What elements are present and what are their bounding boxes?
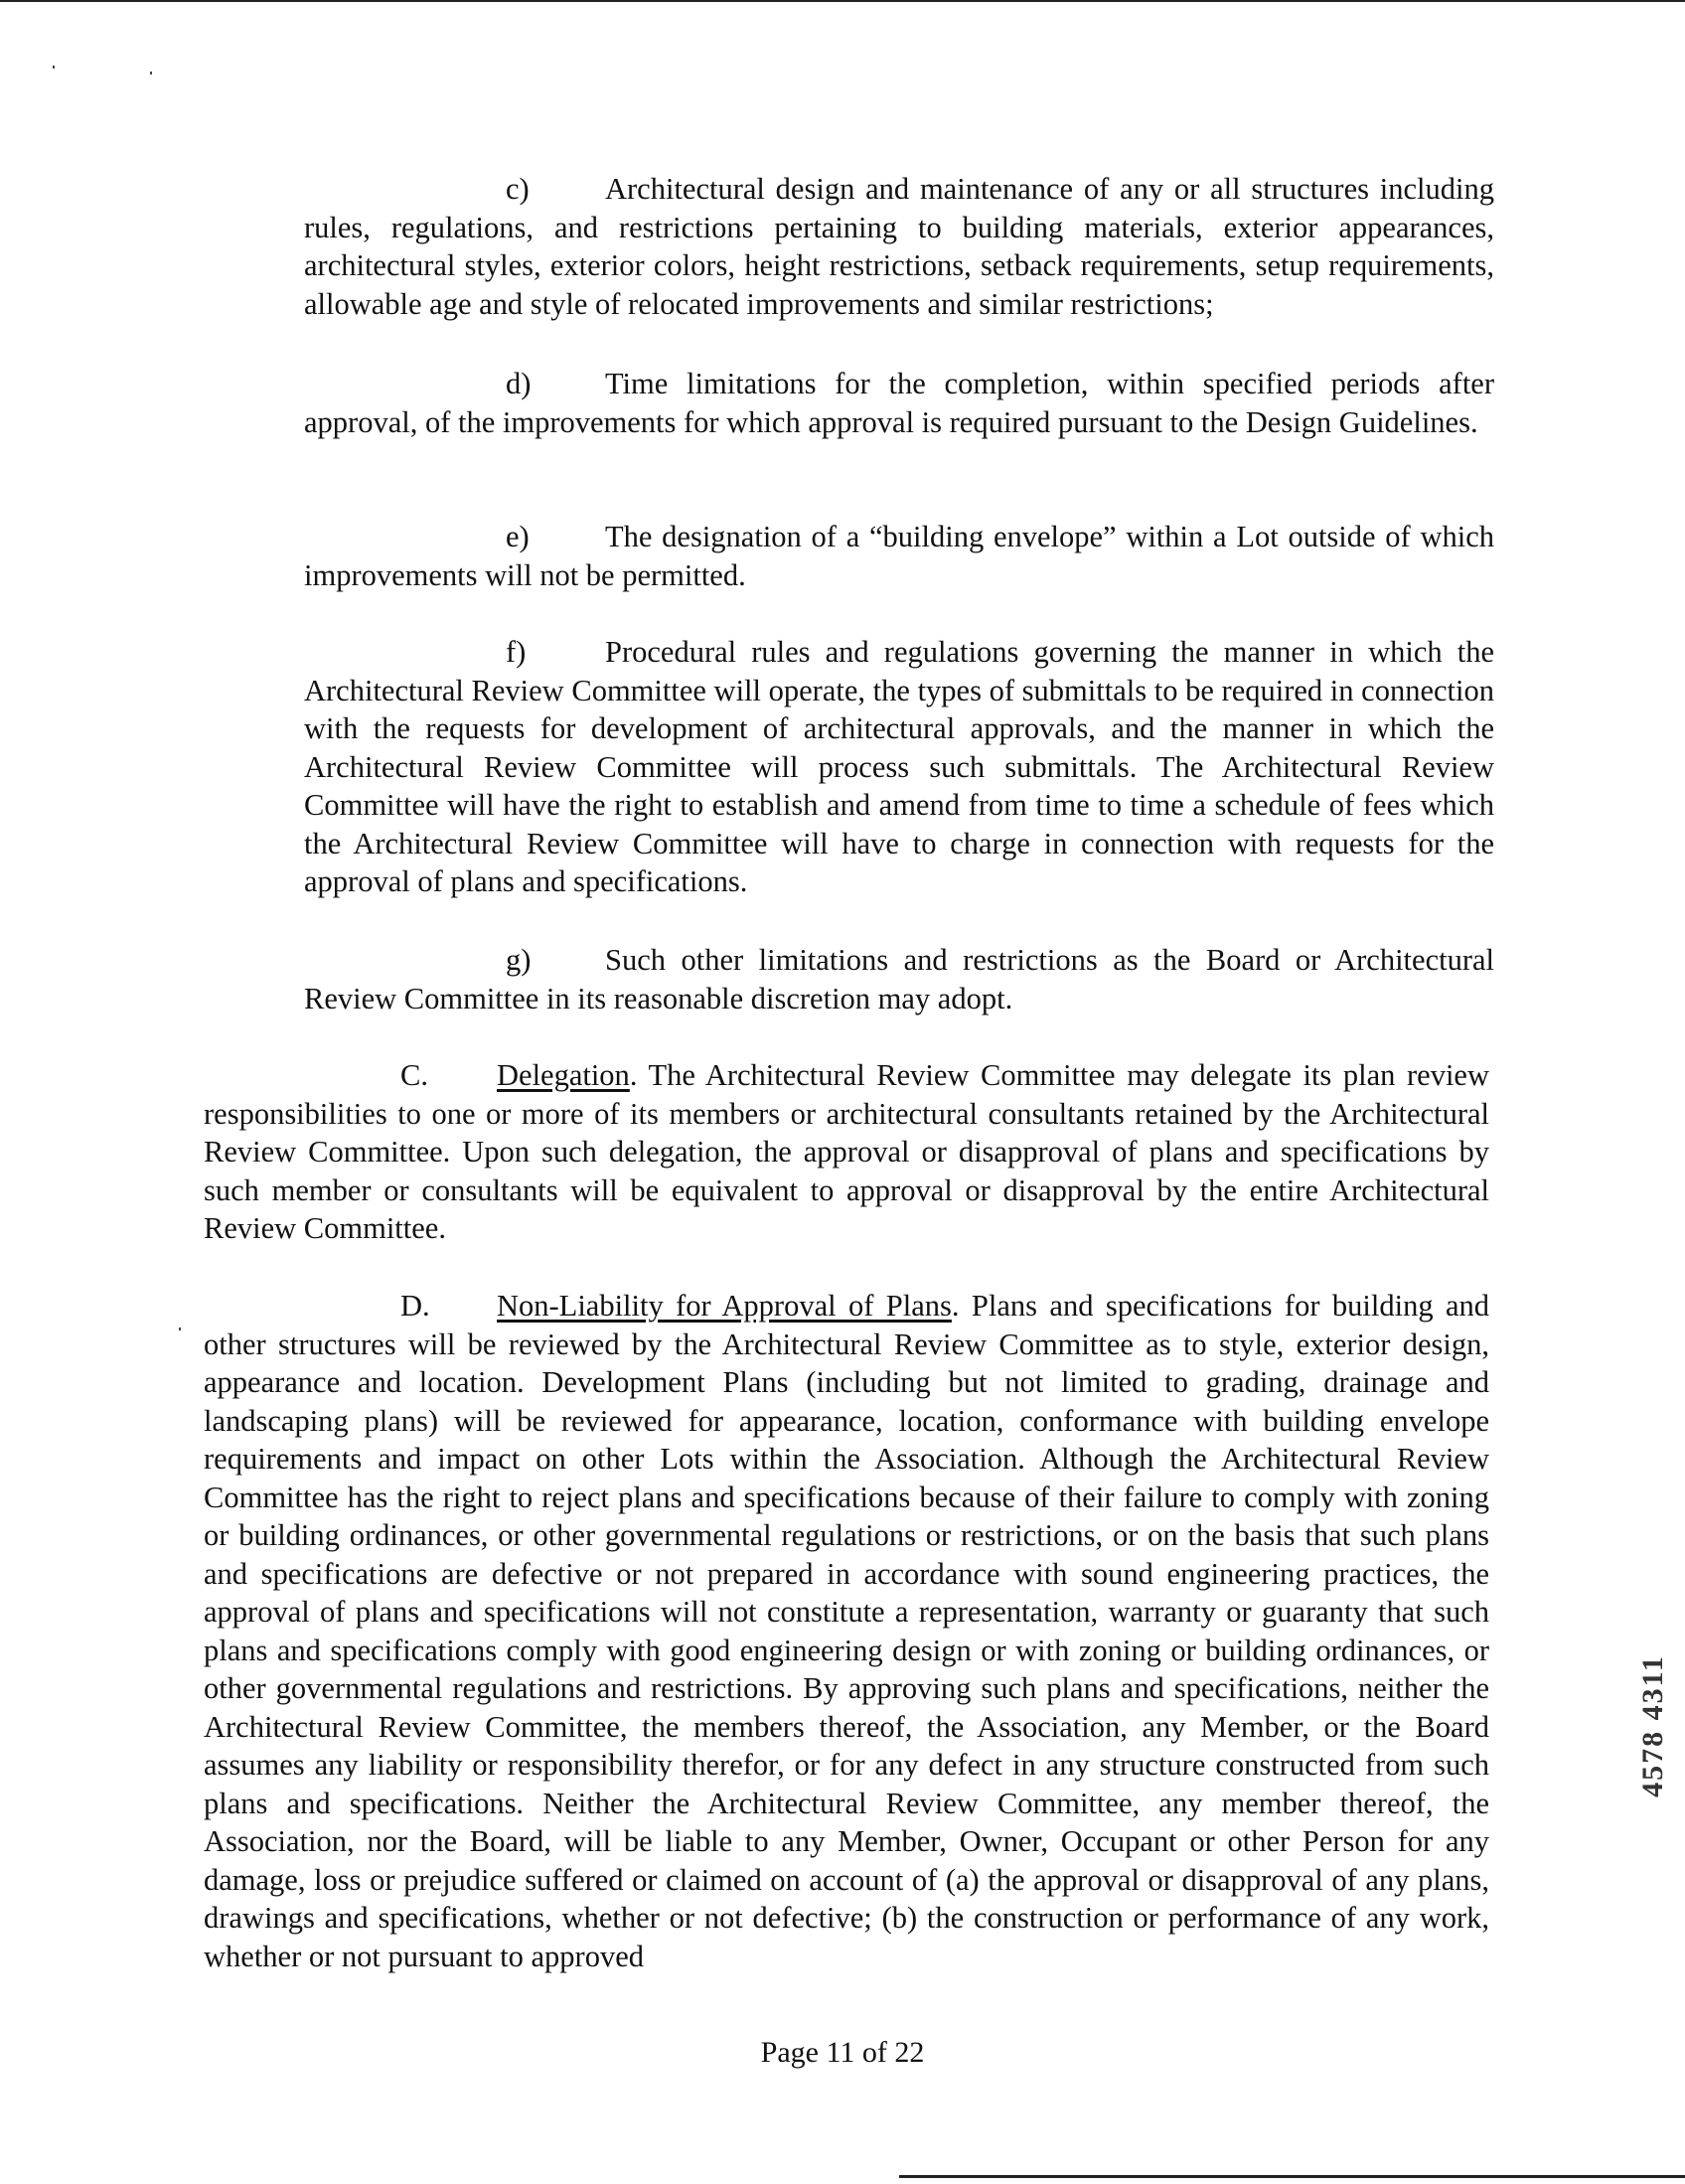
subparagraph-text: Time limitations for the completion, within specified periods after approval, of the improvements for which approval is required pursuant to the Design Guidelines. xyxy=(304,367,1494,439)
subparagraph-g xyxy=(304,941,1494,1017)
subparagraph-marker: g) xyxy=(506,943,532,977)
subparagraph-marker: c) xyxy=(506,172,530,206)
section-heading: Delegation xyxy=(497,1058,630,1092)
subparagraph-text: Procedural rules and regulations governing the manner in which the Architectural Review Committee will operate, the types of submittals to be required in connection with the requests for development of architectural approvals, and the manner in which the Architectural Review Committee will process such submittals. The Architectural Review Committee will have the right to establish and amend from time to time a schedule of fees which the Architectural Review Committee will have to charge in connection with requests for the approval of plans and specifications. xyxy=(304,635,1494,898)
margin-stamp xyxy=(1637,1562,1669,1890)
section-c-delegation xyxy=(204,1056,1489,1248)
subparagraph-c xyxy=(304,170,1494,323)
subparagraph-text: Architectural design and maintenance of any or all structures including rules, regulations, and restrictions pertaining to building materials, exterior appearances, architectural styles, exterior colors, height restrictions, setback requirements, setup requirements, allowable age and style of relocated improvements and similar restrictions; xyxy=(304,172,1494,321)
section-d-non-liability xyxy=(204,1287,1489,1975)
page-bottom-rule xyxy=(899,2175,1685,2178)
section-marker: C. xyxy=(400,1058,428,1092)
section-text: . Plans and specifications for building and other structures will be reviewed by the Architectural Review Committee as to style, exterior design, appearance and location. Development Plans (including but not limited to grading, drainage and landscaping plans) will be reviewed for appearance, location, conformance with building envelope requirements and impact on other Lots within the Association. Although the Architectural Review Committee has the right to reject plans and specifications because of their failure to comply with zoning or building ordinances, or other governmental regulations or restrictions, or on the basis that such plans and specifications are defective or not prepared in accordance with sound engineering practices, the approval of plans and specifications will not constitute a representation, warranty or guaranty that such plans and specifications comply with good engineering design or with zoning or building ordinances, or other governmental regulations and restrictions. By approving such plans and specifications, neither the Architectural Review Committee, the members thereof, the Association, any Member, or the Board assumes any liability or responsibility therefor, or for any defect in any structure constructed from such plans and specifications. Neither the Architectural Review Committee, any member thereof, the Association, nor the Board, will be liable to any Member, Owner, Occupant or other Person for any damage, loss or prejudice suffered or claimed on account of (a) the approval or disapproval of any plans, drawings and specifications, whether or not defective; (b) the construction or performance of any work, whether or not pursuant to approved xyxy=(204,1289,1489,1973)
subparagraph-f xyxy=(304,633,1494,901)
page-footer: Page 11 of 22 xyxy=(760,2036,925,2069)
subparagraph-marker: d) xyxy=(506,367,532,400)
section-marker: D. xyxy=(400,1289,430,1323)
section-text: . The Architectural Review Committee may delegate its plan review responsibilities to one or more of its members or architectural consultants retained by the Architectural Review Committee. Upon such delegation, the approval or disapproval of plans and specifications by such member or consultants will be equivalent to approval or disapproval by the entire Architectural Review Committee. xyxy=(204,1058,1489,1245)
margin-stamp-text: 4578 4311 xyxy=(1636,1654,1669,1797)
section-heading: Non-Liability for Approval of Plans xyxy=(497,1289,952,1323)
subparagraph-e xyxy=(304,518,1494,594)
subparagraph-marker: e) xyxy=(506,520,530,553)
subparagraph-text: Such other limitations and restrictions as the Board or Architectural Review Committee in its reasonable discretion may adopt. xyxy=(304,943,1494,1015)
subparagraph-marker: f) xyxy=(506,635,527,669)
subparagraph-text: The designation of a “building envelope” within a Lot outside of which improvements will not be permitted. xyxy=(304,520,1494,592)
subparagraph-d xyxy=(304,365,1494,441)
